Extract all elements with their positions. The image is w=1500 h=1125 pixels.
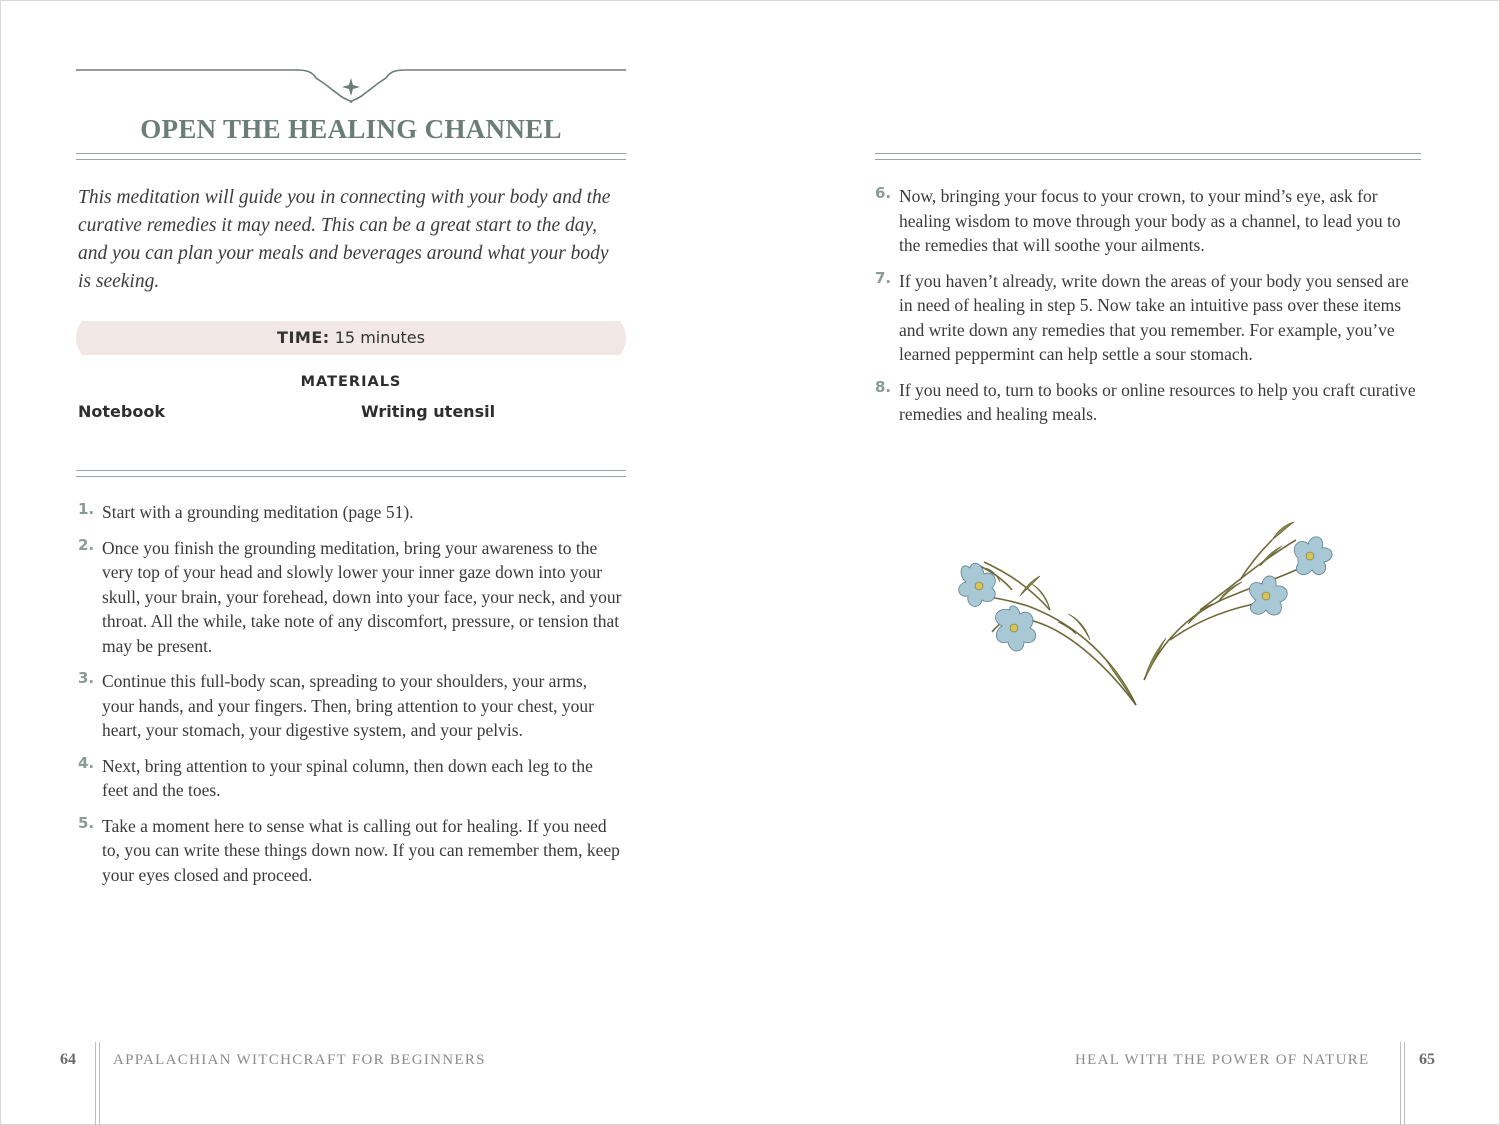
list-item [875, 184, 1420, 258]
step-number: 7. [875, 268, 892, 287]
step-number: 2. [78, 535, 95, 554]
intro-paragraph: This meditation will guide you in connecting with your body and the curative remedies it may need. This can be a great start to the day, and you can plan your meals and beverages around what your body is seeking. [78, 187, 611, 292]
list-item [78, 500, 623, 525]
step-number: 4. [78, 753, 95, 772]
step-text: If you need to, turn to books or online resources to help you craft curative remedies and healing meals. [899, 379, 1416, 424]
right-page [750, 0, 1500, 1125]
steps-list [78, 500, 623, 898]
step-text: Continue this full-body scan, spreading to your shoulders, your arms, your hands, and your fingers. Then, bring attention to your chest, your heart, your stomach, your digestive system, and your pelvis. [102, 671, 595, 740]
page-title: OPEN THE HEALING CHANNEL [140, 114, 562, 144]
flax-flowers-icon [900, 510, 1380, 715]
list-item [78, 536, 623, 659]
list-item [875, 378, 1420, 427]
time-value: 15 minutes [334, 328, 425, 347]
time-banner [76, 321, 626, 355]
step-number: 5. [78, 813, 95, 832]
materials-divider [76, 470, 626, 477]
step-text: Start with a grounding meditation (page 51). [102, 502, 414, 522]
top-divider [875, 153, 1421, 160]
materials-heading: MATERIALS [300, 374, 402, 390]
page-number: 64 [60, 1051, 76, 1068]
running-header-chapter-title: HEAL WITH THE POWER OF NATURE [1075, 1052, 1370, 1068]
step-text: Now, bringing your focus to your crown, to your mind’s eye, ask for healing wisdom to move through your body as a channel, to lead you to the remedies that will soothe your ailments. [899, 186, 1401, 255]
list-item [78, 754, 623, 803]
list-item [78, 814, 623, 888]
time-label: TIME: [277, 328, 330, 347]
step-number: 3. [78, 669, 95, 687]
step-text: Next, bring attention to your spinal column, then down each leg to the feet and the toes. [102, 755, 593, 800]
material-item: Writing utensil [361, 402, 496, 421]
page-number: 65 [1419, 1051, 1435, 1068]
list-item [875, 269, 1420, 367]
step-text: Once you finish the grounding meditation, bring your awareness to the very top of your head and slowly lower your inner gaze down into your skull, your brain, your forehead, down into your face, your neck, and your throat. All the while, take note of any discomfort, pressure, or tension that may be present. [102, 537, 622, 656]
step-text: Take a moment here to sense what is calling out for healing. If you need to, you can write these things down now. If you can remember them, keep your eyes closed and proceed. [102, 815, 620, 885]
material-item: Notebook [78, 402, 165, 421]
step-number: 8. [875, 377, 892, 396]
running-header-book-title: APPALACHIAN WITCHCRAFT FOR BEGINNERS [113, 1052, 486, 1068]
steps-list [875, 184, 1420, 438]
step-text: If you haven’t already, write down the areas of your body you sensed are in need of healing in step 5. Now take an intuitive pass over these items and write down any remedies that you remember. For example, you’ve learned peppermint can help settle a sour stomach. [899, 270, 1409, 364]
step-number: 6. [875, 184, 892, 202]
title-divider [76, 153, 626, 160]
list-item [78, 669, 623, 743]
footer-divider [1400, 1042, 1405, 1125]
footer-divider [95, 1042, 100, 1125]
header-ornament-icon [76, 66, 626, 106]
step-number: 1. [78, 500, 95, 518]
